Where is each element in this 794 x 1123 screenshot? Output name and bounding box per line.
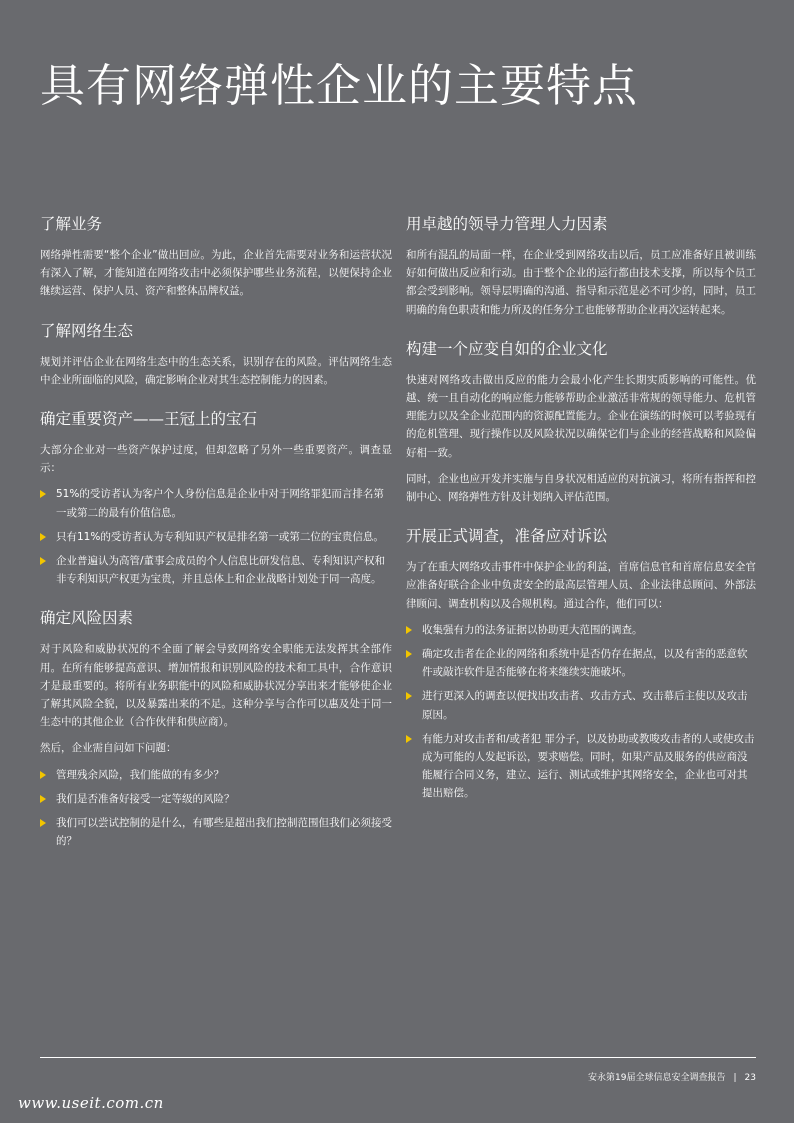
footer-report-name: 安永第19届全球信息安全调查报告 bbox=[588, 1073, 726, 1083]
triangle-bullet-icon bbox=[406, 692, 412, 700]
section-leadership bbox=[406, 213, 756, 319]
section-paragraph: 网络弹性需要“整个企业”做出回应。为此，企业首先需要对业务和运营状况有深入了解，才能知道在网络攻击中必须保护哪些业务流程，以便保持企业继续运营、保护人员、资产和整体品牌权益。 bbox=[40, 249, 392, 298]
section-paragraph: 为了在重大网络攻击事件中保护企业的利益，首席信息官和首席信息安全官应准备好联合企业中负责安全的最高层管理人员、企业法律总顾问、外部法律顾问、调查机构以及合规机构。通过合作，他们可以： bbox=[406, 561, 756, 610]
triangle-bullet-icon bbox=[406, 650, 412, 658]
section-paragraph: 同时，企业也应开发并实施与自身状况相适应的对抗演习，将所有指挥和控制中心、网络弹性方针及计划纳入评估范围。 bbox=[406, 472, 756, 504]
triangle-bullet-icon bbox=[40, 795, 46, 803]
page-title: 具有网络弹性企业的主要特点 bbox=[40, 59, 639, 112]
section-heading: 开展正式调查，准备应对诉讼 bbox=[406, 527, 608, 546]
triangle-bullet-icon bbox=[40, 819, 46, 827]
page-number: 23 bbox=[744, 1073, 756, 1083]
list-item-text: 确定攻击者在企业的网络和系统中是否仍存在据点，以及有害的恶意软件或敲诈软件是否能够在将来继续实施破坏。 bbox=[422, 648, 748, 679]
triangle-bullet-icon bbox=[40, 533, 46, 541]
section-paragraph: 大部分企业对一些资产保护过度，但却忽略了另外一些重要资产。调查显示： bbox=[40, 444, 392, 475]
section-investigation-litigation bbox=[406, 525, 756, 802]
section-paragraph: 然后，企业需自问如下问题： bbox=[40, 742, 177, 755]
list-item-text: 管理残余风险，我们能做的有多少？ bbox=[56, 768, 224, 781]
section-paragraph: 规划并评估企业在网络生态中的生态关系，识别存在的风险。评估网络生态中企业所面临的风险，确定影响企业对其生态控制能力的因素。 bbox=[40, 355, 392, 386]
list-item bbox=[40, 552, 392, 588]
bullet-list bbox=[40, 485, 392, 588]
section-paragraph: 对于风险和威胁状况的不全面了解会导致网络安全职能无法发挥其全部作用。在所有能够提高意识、增加情报和识别风险的技术和工具中，合作意识才是最重要的。将所有业务职能中的风险和威胁状况分享出来才能够使企业了解其风险全貌，以及暴露出来的不足。这种分享与合作可以惠及处于同一生态中的其他企业（合作伙伴和供应商）。 bbox=[40, 643, 392, 729]
list-item-text: 进行更深入的调查以便找出攻击者、攻击方式、攻击幕后主使以及攻击原因。 bbox=[422, 690, 748, 721]
list-item bbox=[40, 485, 392, 521]
triangle-bullet-icon bbox=[406, 626, 412, 634]
section-heading: 了解业务 bbox=[40, 215, 103, 233]
triangle-bullet-icon bbox=[40, 557, 46, 565]
list-item-text: 51%的受访者认为客户个人身份信息是企业中对于网络罪犯而言排名第一或第二的最有价值信息。 bbox=[56, 488, 384, 519]
section-paragraph: 和所有混乱的局面一样，在企业受到网络攻击以后，员工应准备好且被训练好如何做出反应和行动。由于整个企业的运行都由技术支撑，所以每个员工都会受到影响。领导层明确的沟通、指导和示范是必不可少的，同时，员工明确的角色职责和能力所及的任务分工也能够帮助企业再次运转起来。 bbox=[406, 249, 756, 316]
bullet-list bbox=[40, 766, 392, 851]
list-item-text: 只有11%的受访者认为专利知识产权是排名第一或第二位的宝贵信息。 bbox=[56, 530, 384, 543]
footer-separator: | bbox=[733, 1073, 737, 1083]
section-risk-factors bbox=[40, 607, 392, 850]
list-item-text: 企业普遍认为高管/董事会成员的个人信息比研发信息、专利知识产权和非专利知识产权更为宝贵，并且总体上和企业战略计划处于同一高度。 bbox=[56, 555, 386, 586]
triangle-bullet-icon bbox=[406, 735, 412, 743]
section-resilient-culture bbox=[406, 338, 756, 506]
triangle-bullet-icon bbox=[40, 771, 46, 779]
section-heading: 用卓越的领导力管理人力因素 bbox=[406, 215, 608, 233]
list-item bbox=[406, 687, 756, 723]
section-heading: 了解网络生态 bbox=[40, 321, 134, 340]
watermark: www.useit.com.cn bbox=[18, 1094, 164, 1112]
list-item-text: 我们可以尝试控制的是什么，有哪些是超出我们控制范围但我们必须接受的？ bbox=[56, 817, 392, 848]
footer bbox=[588, 1070, 756, 1083]
left-column bbox=[40, 213, 392, 869]
list-item-text: 有能力对攻击者和/或者犯 罪分子，以及协助或教唆攻击者的人或使攻击成为可能的人发起诉讼，要求赔偿。同时，如果产品及服务的供应商没能履行合同义务，建立、运行、测试或维护其网络安全，企业也可对其提出赔偿。 bbox=[422, 732, 755, 800]
bullet-list bbox=[406, 621, 756, 803]
list-item bbox=[40, 528, 392, 546]
list-item bbox=[40, 790, 392, 808]
section-heading: 确定风险因素 bbox=[40, 609, 134, 628]
list-item bbox=[406, 645, 756, 681]
section-key-assets bbox=[40, 408, 392, 588]
section-paragraph: 快速对网络攻击做出反应的能力会最小化产生长期实质影响的可能性。优越、统一且自动化的响应能力能够帮助企业激活非常规的领导能力、危机管理能力以及全企业范围内的资源配置能力。企业在演练的时候可以考验现有的危机管理、现行操作以及风险状况以确保它们与企业的经营战略和风险偏好相一致。 bbox=[406, 373, 756, 459]
list-item-text: 收集强有力的法务证据以协助更大范围的调查。 bbox=[422, 623, 643, 636]
list-item bbox=[40, 766, 392, 784]
section-understand-ecosystem bbox=[40, 320, 392, 389]
footer-divider bbox=[40, 1057, 756, 1058]
list-item bbox=[406, 621, 756, 639]
list-item bbox=[40, 814, 392, 850]
triangle-bullet-icon bbox=[40, 490, 46, 498]
section-heading: 确定重要资产——王冠上的宝石 bbox=[40, 410, 258, 429]
list-item-text: 我们是否准备好接受一定等级的风险？ bbox=[56, 792, 235, 805]
right-column bbox=[406, 213, 756, 822]
section-heading: 构建一个应变自如的企业文化 bbox=[406, 339, 608, 358]
list-item bbox=[406, 730, 756, 803]
section-understand-business bbox=[40, 213, 392, 301]
